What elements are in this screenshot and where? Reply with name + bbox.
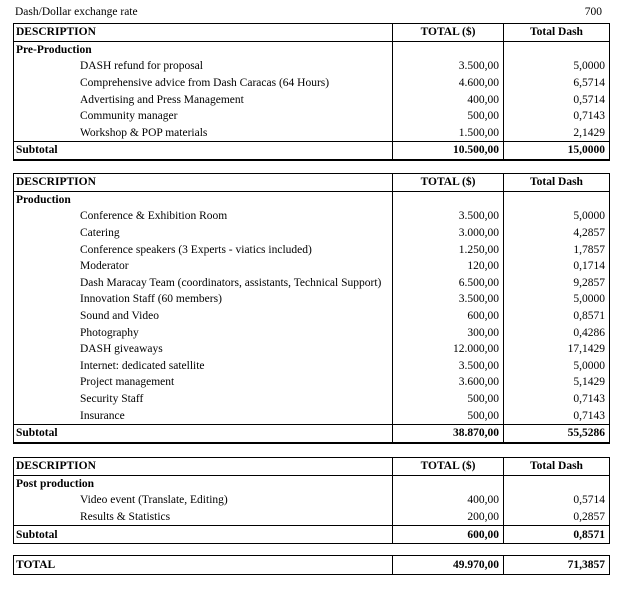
- line-item-dash: 9,2857: [504, 275, 610, 292]
- line-item-usd: 3.500,00: [393, 291, 504, 308]
- line-item-usd: 4.600,00: [393, 75, 504, 92]
- line-item-name: Internet: dedicated satellite: [14, 358, 393, 375]
- line-item-usd: 500,00: [393, 108, 504, 125]
- line-item-dash: 5,0000: [504, 291, 610, 308]
- line-item-dash: 0,7143: [504, 108, 610, 125]
- line-item-usd: 3.000,00: [393, 225, 504, 242]
- subtotal-label: Subtotal: [14, 526, 393, 544]
- header-row: [14, 174, 610, 192]
- line-item-row: [14, 108, 610, 125]
- line-item-name: DASH giveaways: [14, 341, 393, 358]
- line-item-row: [14, 492, 610, 509]
- line-item-row: [14, 275, 610, 292]
- category-row: [14, 41, 610, 58]
- header-total-usd: TOTAL ($): [393, 458, 504, 476]
- line-item-row: [14, 358, 610, 375]
- line-item-dash: 17,1429: [504, 341, 610, 358]
- line-item-dash: 0,5714: [504, 91, 610, 108]
- line-item-usd: 600,00: [393, 308, 504, 325]
- header-total-dash: Total Dash: [504, 174, 610, 192]
- line-item-row: [14, 308, 610, 325]
- line-item-dash: 0,5714: [504, 492, 610, 509]
- header-description: DESCRIPTION: [14, 174, 393, 192]
- subtotal-label: Subtotal: [14, 142, 393, 160]
- line-item-dash: 6,5714: [504, 75, 610, 92]
- line-item-name: Advertising and Press Management: [14, 91, 393, 108]
- line-item-name: Results & Statistics: [14, 509, 393, 526]
- line-item-dash: 2,1429: [504, 125, 610, 142]
- line-item-dash: 5,0000: [504, 208, 610, 225]
- line-item-dash: 0,1714: [504, 258, 610, 275]
- category-row: [14, 475, 610, 492]
- header-total-usd: TOTAL ($): [393, 24, 504, 42]
- line-item-row: [14, 125, 610, 142]
- line-item-name: Conference & Exhibition Room: [14, 208, 393, 225]
- grand-total-table: [13, 555, 610, 575]
- line-item-usd: 3.600,00: [393, 374, 504, 391]
- line-item-usd: 1.500,00: [393, 125, 504, 142]
- line-item-row: [14, 208, 610, 225]
- line-item-dash: 4,2857: [504, 225, 610, 242]
- production-table: [13, 173, 610, 444]
- line-item-name: Video event (Translate, Editing): [14, 492, 393, 509]
- grand-total-usd: 49.970,00: [393, 556, 504, 575]
- category-title: Pre-Production: [14, 41, 393, 58]
- line-item-dash: 0,8571: [504, 308, 610, 325]
- line-item-usd: 200,00: [393, 509, 504, 526]
- line-item-dash: 5,1429: [504, 374, 610, 391]
- exchange-rate-row: [15, 6, 605, 21]
- postproduction-table: [13, 457, 610, 544]
- line-item-name: Catering: [14, 225, 393, 242]
- grand-total-row: [14, 556, 610, 575]
- subtotal-dash: 15,0000: [504, 142, 610, 160]
- subtotal-label: Subtotal: [14, 424, 393, 442]
- line-item-dash: 0,7143: [504, 391, 610, 408]
- exchange-rate-label: Dash/Dollar exchange rate: [15, 6, 138, 18]
- line-item-row: [14, 324, 610, 341]
- line-item-dash: 0,7143: [504, 407, 610, 424]
- line-item-row: [14, 75, 610, 92]
- header-total-usd: TOTAL ($): [393, 174, 504, 192]
- header-description: DESCRIPTION: [14, 458, 393, 476]
- line-item-row: [14, 407, 610, 424]
- subtotal-usd: 10.500,00: [393, 142, 504, 160]
- subtotal-usd: 600,00: [393, 526, 504, 544]
- category-title: Production: [14, 191, 393, 208]
- line-item-name: Moderator: [14, 258, 393, 275]
- line-item-row: [14, 91, 610, 108]
- line-item-row: [14, 341, 610, 358]
- line-item-usd: 500,00: [393, 407, 504, 424]
- line-item-usd: 3.500,00: [393, 208, 504, 225]
- line-item-row: [14, 291, 610, 308]
- line-item-name: Comprehensive advice from Dash Caracas (64 Hours): [14, 75, 393, 92]
- line-item-row: [14, 391, 610, 408]
- grand-total-label: TOTAL: [14, 556, 393, 575]
- header-description: DESCRIPTION: [14, 24, 393, 42]
- header-total-dash: Total Dash: [504, 458, 610, 476]
- line-item-row: [14, 374, 610, 391]
- exchange-rate-value: 700: [584, 6, 602, 18]
- line-item-row: [14, 241, 610, 258]
- line-item-usd: 1.250,00: [393, 241, 504, 258]
- header-row: [14, 458, 610, 476]
- line-item-usd: 3.500,00: [393, 358, 504, 375]
- line-item-name: Workshop & POP materials: [14, 125, 393, 142]
- subtotal-row: [14, 526, 610, 544]
- subtotal-usd: 38.870,00: [393, 424, 504, 442]
- line-item-name: Innovation Staff (60 members): [14, 291, 393, 308]
- category-row: [14, 191, 610, 208]
- line-item-row: [14, 225, 610, 242]
- line-item-name: Sound and Video: [14, 308, 393, 325]
- line-item-usd: 3.500,00: [393, 58, 504, 75]
- line-item-row: [14, 58, 610, 75]
- line-item-usd: 120,00: [393, 258, 504, 275]
- line-item-row: [14, 509, 610, 526]
- line-item-dash: 0,2857: [504, 509, 610, 526]
- line-item-name: Security Staff: [14, 391, 393, 408]
- subtotal-dash: 55,5286: [504, 424, 610, 442]
- line-item-dash: 0,4286: [504, 324, 610, 341]
- line-item-dash: 5,0000: [504, 358, 610, 375]
- category-title: Post production: [14, 475, 393, 492]
- line-item-name: Insurance: [14, 407, 393, 424]
- line-item-name: Community manager: [14, 108, 393, 125]
- header-total-dash: Total Dash: [504, 24, 610, 42]
- line-item-name: DASH refund for proposal: [14, 58, 393, 75]
- line-item-name: Dash Maracay Team (coordinators, assistants, Technical Support): [14, 275, 393, 292]
- line-item-usd: 6.500,00: [393, 275, 504, 292]
- subtotal-dash: 0,8571: [504, 526, 610, 544]
- line-item-name: Photography: [14, 324, 393, 341]
- line-item-usd: 400,00: [393, 91, 504, 108]
- subtotal-row: [14, 142, 610, 160]
- line-item-usd: 300,00: [393, 324, 504, 341]
- preproduction-table: [13, 23, 610, 161]
- subtotal-row: [14, 424, 610, 442]
- line-item-name: Project management: [14, 374, 393, 391]
- grand-total-dash: 71,3857: [504, 556, 610, 575]
- line-item-usd: 500,00: [393, 391, 504, 408]
- line-item-row: [14, 258, 610, 275]
- header-row: [14, 24, 610, 42]
- line-item-dash: 5,0000: [504, 58, 610, 75]
- line-item-name: Conference speakers (3 Experts - viatics included): [14, 241, 393, 258]
- line-item-dash: 1,7857: [504, 241, 610, 258]
- line-item-usd: 400,00: [393, 492, 504, 509]
- line-item-usd: 12.000,00: [393, 341, 504, 358]
